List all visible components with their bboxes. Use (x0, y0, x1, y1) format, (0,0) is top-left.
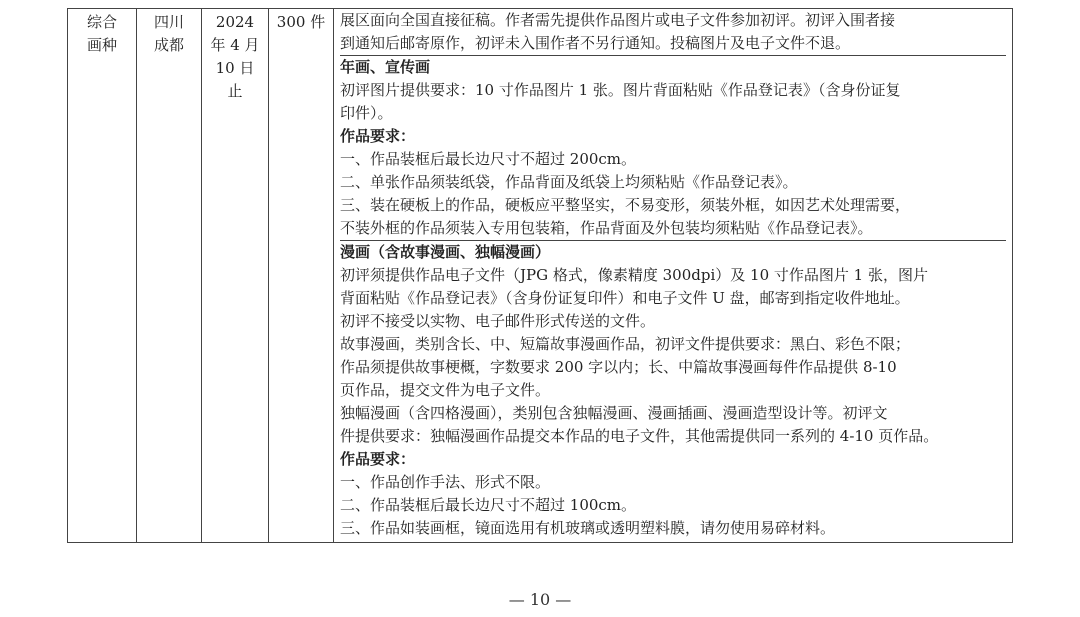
deadline-line: 2024 (215, 13, 255, 31)
section-text-line: 二、单张作品须装纸袋，作品背面及纸袋上均须粘贴《作品登记表》。 (340, 173, 798, 191)
requirements-sections (340, 9, 1006, 540)
section-text-line: 三、装在硬板上的作品，硬板应平整坚实，不易变形，须装外框，如因艺术处理需要， (340, 196, 911, 214)
requirements-table (67, 8, 1013, 543)
location-line: 成都 (153, 36, 184, 54)
section-heading: 作品要求： (340, 450, 416, 468)
count-cell (269, 9, 334, 543)
requirements-cell (334, 9, 1013, 543)
section-text-line: 初评不接受以实物、电子邮件形式传送的文件。 (340, 312, 656, 330)
requirements-section (340, 9, 1006, 55)
location-cell (137, 9, 202, 543)
count-value: 300 件 (276, 13, 326, 31)
deadline-line: 10 日 (215, 59, 255, 77)
section-text-line: 件提供要求：独幅漫画作品提交本作品的电子文件，其他需提供同一系列的 4-10 页作品。 (340, 427, 939, 445)
page-number: — 10 — (508, 590, 572, 609)
section-text-line: 页作品，提交文件为电子文件。 (340, 381, 551, 399)
section-text-line: 初评须提供作品电子文件（JPG 格式，像素精度 300dpi）及 10 寸作品图片 1 张，图片 (340, 266, 928, 284)
section-text-line: 独幅漫画（含四格漫画），类别包含独幅漫画、漫画插画、漫画造型设计等。初评文 (340, 404, 888, 422)
section-heading: 漫画（含故事漫画、独幅漫画） (340, 243, 551, 261)
section-text-line: 展区面向全国直接征稿。作者需先提供作品图片或电子文件参加初评。初评入围者接 (340, 11, 896, 29)
section-text-line: 作品须提供故事梗概，字数要求 200 字以内；长、中篇故事漫画每件作品提供 8-10 (340, 358, 897, 376)
section-text-line: 不装外框的作品须装入专用包装箱，作品背面及外包装均须粘贴《作品登记表》。 (340, 219, 873, 237)
requirements-section (340, 55, 1006, 240)
section-text-line: 故事漫画，类别含长、中、短篇故事漫画作品，初评文件提供要求：黑白、彩色不限； (340, 335, 911, 353)
category-cell (68, 9, 137, 543)
section-text-line: 二、作品装框后最长边尺寸不超过 100cm。 (340, 496, 637, 514)
deadline-line: 年 4 月 (210, 36, 260, 54)
table-row (68, 9, 1013, 543)
section-text-line: 到通知后邮寄原作，初评未入围作者不另行通知。投稿图片及电子文件不退。 (340, 34, 851, 52)
deadline-cell (202, 9, 269, 543)
section-heading: 作品要求： (340, 127, 416, 145)
requirements-section (340, 240, 1006, 540)
section-heading: 年画、宣传画 (340, 58, 431, 76)
section-text-line: 背面粘贴《作品登记表》（含身份证复印件）和电子文件 U 盘，邮寄到指定收件地址。 (340, 289, 910, 307)
section-text-line: 一、作品创作手法、形式不限。 (340, 473, 551, 491)
category-line: 综合 (86, 13, 117, 31)
section-text-line: 印件）。 (340, 104, 393, 122)
section-text-line: 一、作品装框后最长边尺寸不超过 200cm。 (340, 150, 637, 168)
location-line: 四川 (153, 13, 184, 31)
deadline-line: 止 (227, 82, 243, 100)
category-line: 画种 (86, 36, 117, 54)
section-text-line: 三、作品如装画框，镜面选用有机玻璃或透明塑料膜，请勿使用易碎材料。 (340, 519, 836, 537)
section-text-line: 初评图片提供要求：10 寸作品图片 1 张。图片背面粘贴《作品登记表》（含身份证复 (340, 81, 901, 99)
